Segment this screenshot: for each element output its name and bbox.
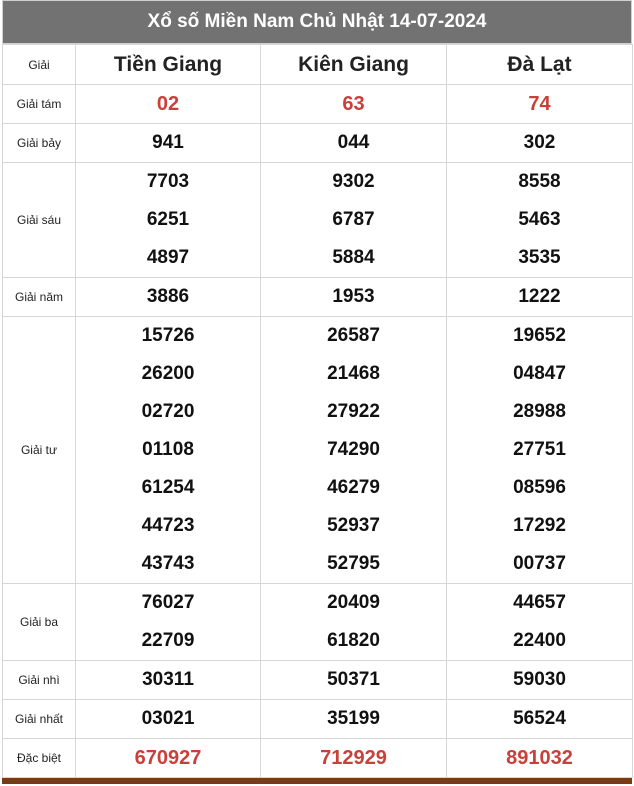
winning-number: 61820 bbox=[327, 630, 380, 651]
winning-number: 15726 bbox=[141, 325, 195, 346]
bottom-accent-bar bbox=[2, 778, 632, 784]
prize-label: Giải tám bbox=[3, 85, 76, 124]
prize-cell-da-lat bbox=[447, 661, 633, 700]
prize-row-giai-tam bbox=[3, 85, 633, 124]
winning-number: 46279 bbox=[327, 477, 380, 498]
winning-number: 61254 bbox=[141, 477, 195, 498]
winning-number: 6251 bbox=[146, 209, 190, 230]
prize-row-giai-nam bbox=[3, 278, 633, 317]
prize-cell-kien-giang bbox=[261, 124, 447, 163]
prize-cell-kien-giang bbox=[261, 584, 447, 661]
prize-row-giai-nhi bbox=[3, 661, 633, 700]
winning-number: 59030 bbox=[513, 669, 566, 690]
winning-number: 22400 bbox=[513, 630, 566, 651]
prize-row-giai-tu bbox=[3, 317, 633, 584]
winning-number: 00737 bbox=[513, 553, 566, 574]
prize-label: Giải ba bbox=[3, 584, 76, 661]
prize-cell-tien-giang bbox=[76, 163, 261, 278]
winning-number: 21468 bbox=[327, 363, 380, 384]
prize-cell-tien-giang bbox=[76, 700, 261, 739]
winning-number: 43743 bbox=[141, 553, 195, 574]
winning-number: 044 bbox=[337, 132, 370, 153]
prize-column-header: Giải bbox=[3, 45, 76, 85]
prize-row-giai-nhat bbox=[3, 700, 633, 739]
winning-number: 6787 bbox=[332, 209, 375, 230]
header-row bbox=[3, 45, 633, 85]
winning-number: 44723 bbox=[141, 515, 195, 536]
winning-number: 56524 bbox=[513, 708, 566, 729]
winning-number: 52937 bbox=[327, 515, 380, 536]
prize-cell-da-lat bbox=[447, 317, 633, 584]
winning-number: 35199 bbox=[327, 708, 380, 729]
winning-number: 9302 bbox=[332, 171, 375, 192]
prize-label: Giải năm bbox=[3, 278, 76, 317]
winning-number: 712929 bbox=[320, 747, 387, 769]
prize-cell-kien-giang bbox=[261, 661, 447, 700]
prize-row-dac-biet bbox=[3, 739, 633, 778]
prize-cell-da-lat bbox=[447, 85, 633, 124]
prize-cell-kien-giang bbox=[261, 85, 447, 124]
province-header-da-lat: Đà Lạt bbox=[447, 45, 633, 85]
province-header-tien-giang: Tiền Giang bbox=[76, 45, 261, 85]
winning-number: 19652 bbox=[513, 325, 566, 346]
prize-cell-kien-giang bbox=[261, 700, 447, 739]
prize-label: Giải nhất bbox=[3, 700, 76, 739]
winning-number: 941 bbox=[152, 132, 184, 153]
winning-number: 04847 bbox=[513, 363, 566, 384]
winning-number: 26200 bbox=[141, 363, 195, 384]
winning-number: 08596 bbox=[513, 477, 566, 498]
winning-number: 20409 bbox=[327, 592, 380, 613]
winning-number: 28988 bbox=[513, 401, 566, 422]
winning-number: 02720 bbox=[141, 401, 195, 422]
winning-number: 27922 bbox=[327, 401, 380, 422]
prize-cell-da-lat bbox=[447, 584, 633, 661]
winning-number: 17292 bbox=[513, 515, 566, 536]
prize-row-giai-bay bbox=[3, 124, 633, 163]
prize-cell-tien-giang bbox=[76, 317, 261, 584]
winning-number: 8558 bbox=[518, 171, 561, 192]
prize-cell-da-lat bbox=[447, 124, 633, 163]
prize-row-giai-ba bbox=[3, 584, 633, 661]
winning-number: 1953 bbox=[332, 286, 375, 307]
winning-number: 44657 bbox=[513, 592, 566, 613]
winning-number: 3535 bbox=[518, 247, 561, 268]
winning-number: 76027 bbox=[141, 592, 195, 613]
winning-number: 30311 bbox=[142, 669, 194, 690]
prize-label: Đặc biệt bbox=[3, 739, 76, 778]
prize-label: Giải tư bbox=[3, 317, 76, 584]
winning-number: 670927 bbox=[134, 747, 202, 769]
winning-number: 26587 bbox=[327, 325, 380, 346]
winning-number: 27751 bbox=[513, 439, 566, 460]
winning-number: 01108 bbox=[142, 439, 194, 460]
prize-label: Giải nhì bbox=[3, 661, 76, 700]
winning-number: 5463 bbox=[518, 209, 561, 230]
winning-number: 1222 bbox=[518, 286, 561, 307]
prize-cell-da-lat bbox=[447, 739, 633, 778]
prize-cell-tien-giang bbox=[76, 661, 261, 700]
winning-number: 50371 bbox=[327, 669, 380, 690]
winning-number: 891032 bbox=[506, 747, 573, 769]
prize-cell-kien-giang bbox=[261, 163, 447, 278]
prize-row-giai-sau bbox=[3, 163, 633, 278]
prize-label: Giải bảy bbox=[3, 124, 76, 163]
prize-cell-kien-giang bbox=[261, 317, 447, 584]
winning-number: 7703 bbox=[146, 171, 190, 192]
prize-cell-kien-giang bbox=[261, 739, 447, 778]
prize-cell-tien-giang bbox=[76, 278, 261, 317]
winning-number: 03021 bbox=[141, 708, 195, 729]
winning-number: 5884 bbox=[332, 247, 375, 268]
prize-cell-da-lat bbox=[447, 700, 633, 739]
prize-cell-da-lat bbox=[447, 163, 633, 278]
winning-number: 02 bbox=[156, 93, 180, 115]
prize-cell-tien-giang bbox=[76, 739, 261, 778]
prize-label: Giải sáu bbox=[3, 163, 76, 278]
winning-number: 74 bbox=[528, 93, 551, 115]
province-header-kien-giang: Kiên Giang bbox=[261, 45, 447, 85]
prize-cell-da-lat bbox=[447, 278, 633, 317]
winning-number: 302 bbox=[523, 132, 556, 153]
winning-number: 74290 bbox=[327, 439, 380, 460]
winning-number: 3886 bbox=[146, 286, 190, 307]
prize-cell-kien-giang bbox=[261, 278, 447, 317]
lottery-results-panel bbox=[2, 0, 632, 784]
winning-number: 52795 bbox=[327, 553, 380, 574]
results-table bbox=[2, 44, 633, 778]
winning-number: 63 bbox=[342, 93, 365, 115]
prize-cell-tien-giang bbox=[76, 85, 261, 124]
prize-cell-tien-giang bbox=[76, 584, 261, 661]
winning-number: 4897 bbox=[146, 247, 190, 268]
results-title: Xổ số Miền Nam Chủ Nhật 14-07-2024 bbox=[2, 0, 632, 44]
winning-number: 22709 bbox=[141, 630, 195, 651]
prize-cell-tien-giang bbox=[76, 124, 261, 163]
